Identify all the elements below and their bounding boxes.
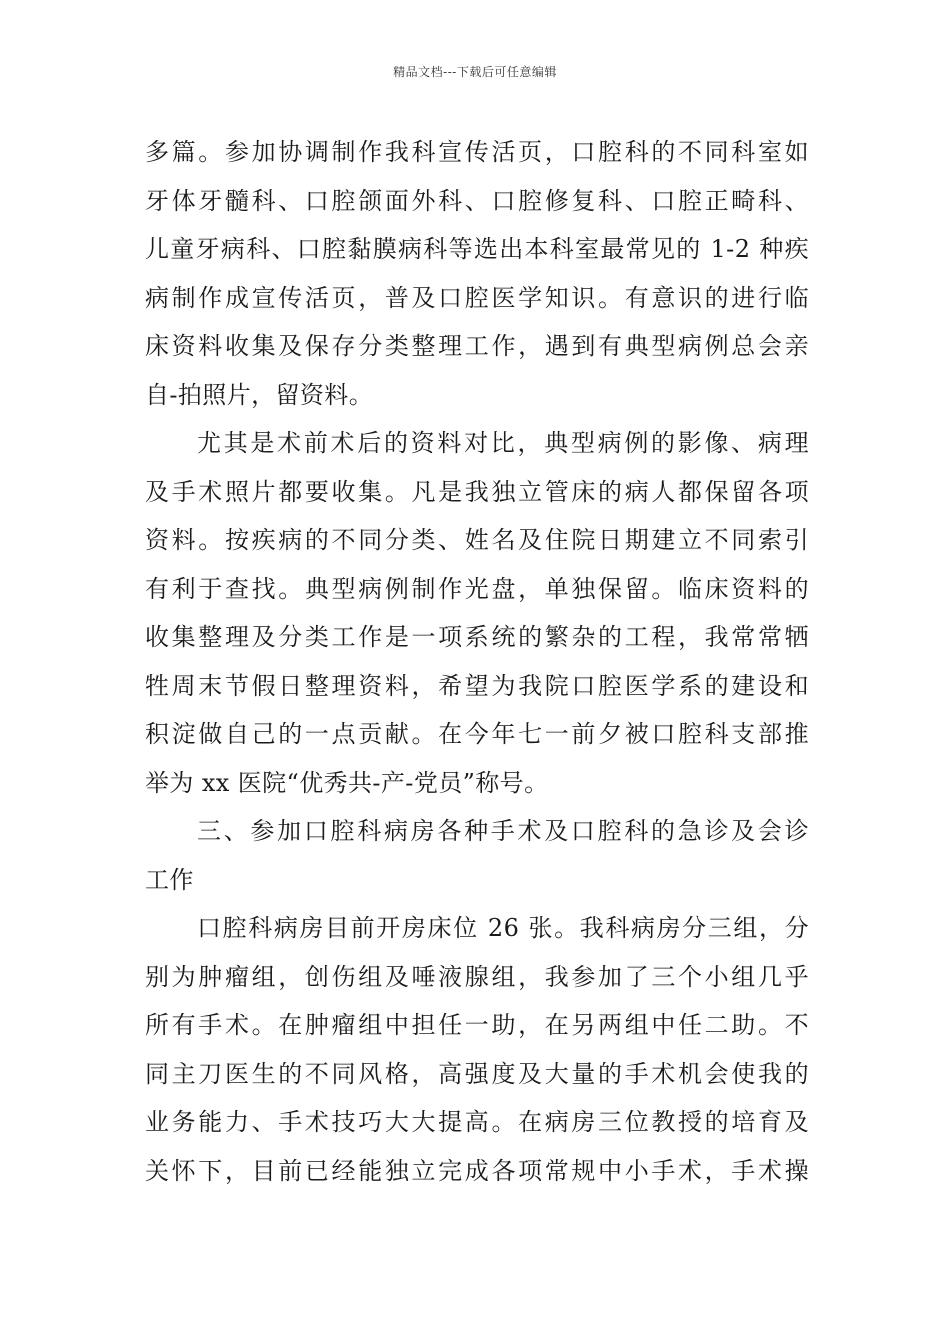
text-line: 尤其是术前术后的资料对比，典型病例的影像、病理 (197, 429, 809, 457)
text-line: 儿童牙病科、口腔黏膜病科等选出本科室最常见的 1-2 种疾 (145, 235, 809, 263)
text-line: 收集整理及分类工作是一项系统的繁杂的工程，我常常牺 (145, 623, 809, 651)
text-line: 床资料收集及保存分类整理工作，遇到有典型病例总会亲 (145, 332, 809, 360)
text-line: 业务能力、手术技巧大大提高。在病房三位教授的培育及 (145, 1108, 809, 1136)
text-line: 有利于查找。典型病例制作光盘，单独保留。临床资料的 (145, 574, 809, 603)
text-line: 积淀做自己的一点贡献。在今年七一前夕被口腔科支部推 (145, 720, 809, 748)
text-line: 三、参加口腔科病房各种手术及口腔科的急诊及会诊 (197, 817, 809, 845)
text-line: 自-拍照片，留资料。 (145, 380, 374, 409)
text-line: 别为肿瘤组，创伤组及唾液腺组，我参加了三个小组几乎 (145, 962, 809, 991)
text-line: 多篇。参加协调制作我科宣传活页，口腔科的不同科室如 (145, 138, 809, 166)
text-line: 举为 xx 医院“优秀共-产-党员”称号。 (145, 768, 549, 797)
text-line: 及手术照片都要收集。凡是我独立管床的病人都保留各项 (145, 477, 809, 506)
page-header: 精品文档---下载后可任意编辑 (393, 65, 557, 79)
body-text (145, 128, 809, 1195)
text-line: 同主刀医生的不同风格，高强度及大量的手术机会使我的 (145, 1059, 809, 1088)
text-line: 病制作成宣传活页，普及口腔医学知识。有意识的进行临 (145, 283, 809, 312)
text-line: 牲周末节假日整理资料，希望为我院口腔医学系的建设和 (145, 671, 809, 700)
text-line: 口腔科病房目前开房床位 26 张。我科病房分三组，分 (197, 914, 809, 942)
text-line: 牙体牙髓科、口腔颌面外科、口腔修复科、口腔正畸科、 (145, 186, 809, 215)
text-line: 所有手术。在肿瘤组中担任一助，在另两组中任二助。不 (145, 1011, 809, 1039)
text-line: 关怀下，目前已经能独立完成各项常规中小手术，手术操 (145, 1156, 809, 1185)
text-line: 工作 (145, 865, 194, 894)
text-line: 资料。按疾病的不同分类、姓名及住院日期建立不同索引 (145, 526, 809, 554)
